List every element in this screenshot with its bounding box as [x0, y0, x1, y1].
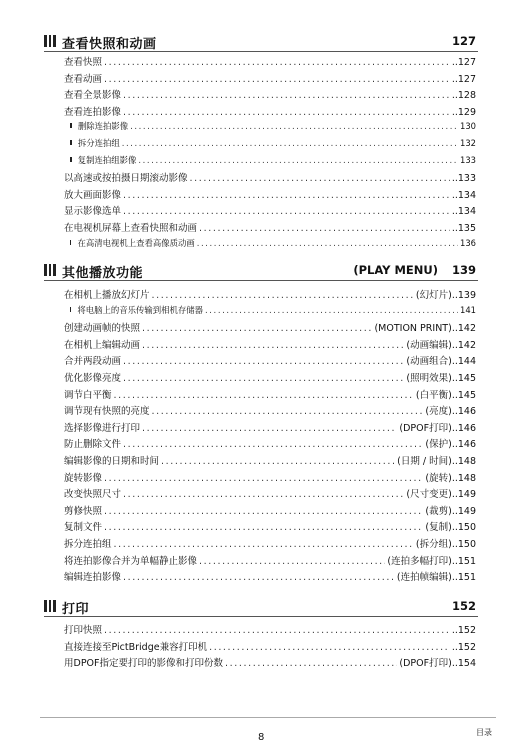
toc-entry-page: ..133	[451, 173, 476, 185]
section-other-playback	[44, 262, 478, 584]
toc-entry[interactable]	[64, 337, 476, 354]
toc-entry-page: ..151	[451, 572, 476, 584]
toc-entry-menu-name: (幻灯片)	[415, 290, 452, 301]
dot-leader	[225, 658, 397, 669]
toc-entry-label: 合并两段动画	[64, 356, 122, 368]
toc-entry[interactable]	[64, 536, 476, 553]
toc-entry-label: 以高速或按拍摄日期滚动影像	[64, 173, 188, 185]
toc-entry-label: 复制连拍组影像	[77, 154, 137, 165]
section-page[interactable]: 152	[451, 599, 476, 613]
section-title: 打印	[62, 602, 90, 617]
toc-entry-page: ..149	[451, 489, 476, 501]
toc-entry-label: 将连拍影像合并为单幅静止影像	[64, 555, 198, 567]
toc-entry-label: 调节白平衡	[64, 389, 112, 401]
toc-rows	[64, 622, 476, 672]
dot-leader	[197, 238, 458, 248]
toc-entry-label: 在相机上编辑动画	[64, 339, 141, 351]
toc-entry-page: ..135	[451, 222, 476, 234]
section-subtitle: (PLAY MENU)	[353, 263, 438, 277]
toc-entry[interactable]	[64, 655, 476, 672]
dot-leader	[130, 121, 458, 131]
toc-entry[interactable]	[64, 370, 476, 387]
square-bullet-icon	[70, 123, 72, 128]
toc-entry-label: 改变快照尺寸	[64, 489, 122, 501]
toc-entry[interactable]	[64, 320, 476, 337]
dot-leader	[205, 305, 458, 315]
footer-page-number: 8	[258, 732, 265, 743]
toc-entry[interactable]	[64, 387, 476, 404]
section-title: 查看快照和动画	[62, 37, 157, 52]
toc-entry-menu-name: (连拍帧编辑)	[396, 572, 452, 584]
toc-entry-label: 查看动画	[64, 73, 103, 85]
dot-leader	[114, 390, 414, 401]
dot-leader	[123, 439, 423, 450]
toc-subentry[interactable]	[64, 237, 476, 254]
square-bullet-icon	[70, 240, 71, 245]
toc-entry[interactable]	[64, 170, 476, 187]
toc-entry-menu-name: (连拍多幅打印)	[387, 555, 452, 567]
toc-entry-page: ..146	[451, 406, 476, 418]
toc-rows	[64, 287, 476, 586]
toc-entry-menu-name: (尺寸变更)	[406, 489, 452, 501]
toc-entry-page: ..145	[451, 372, 476, 384]
square-bullet-icon	[70, 140, 72, 145]
section-view-snapshots-movies	[44, 33, 478, 248]
toc-subentry[interactable]	[64, 304, 476, 321]
section-marker-icon	[44, 264, 56, 276]
toc-entry[interactable]	[64, 87, 476, 104]
toc-entry-menu-name: (保护)	[425, 439, 452, 451]
toc-entry-label: 调节现有快照的亮度	[64, 406, 150, 418]
toc-entry[interactable]	[64, 519, 476, 536]
toc-entry-label: 删除连拍影像	[77, 121, 129, 132]
toc-entry-label: 创建动画帧的快照	[64, 323, 141, 335]
toc-entry-menu-name: (拆分组)	[415, 538, 452, 550]
toc-entry-page: ..150	[451, 522, 476, 534]
dot-leader	[122, 138, 458, 148]
toc-entry-label: 查看连拍影像	[64, 106, 122, 118]
toc-entry-page: ..134	[451, 189, 476, 201]
toc-entry-page: 130	[460, 121, 476, 132]
dot-leader	[123, 190, 450, 201]
toc-entry[interactable]	[64, 553, 476, 570]
footer-toc-label[interactable]: 目录	[476, 728, 492, 737]
dot-leader	[209, 642, 450, 653]
toc-entry-page: ..154	[451, 658, 476, 670]
dot-leader	[104, 473, 423, 484]
toc-entry-page: ..134	[451, 206, 476, 218]
toc-entry-label: 编辑连拍影像	[64, 572, 122, 584]
toc-subentry[interactable]	[64, 154, 476, 171]
toc-entry[interactable]	[64, 503, 476, 520]
toc-entry-page: ..127	[451, 57, 476, 68]
toc-entry-page: ..151	[451, 555, 476, 567]
toc-entry-label: 选择影像进行打印	[64, 422, 141, 434]
toc-entry-menu-name: (动画编辑)	[406, 339, 452, 351]
toc-entry[interactable]	[64, 436, 476, 453]
footer-divider	[40, 717, 496, 718]
toc-entry-label: 拆分连拍组	[77, 137, 120, 148]
dot-leader	[199, 223, 450, 234]
toc-entry-menu-name: (白平衡)	[415, 389, 452, 401]
toc-entry-page: ..149	[451, 505, 476, 517]
section-header	[44, 262, 478, 281]
toc-entry[interactable]	[64, 622, 476, 639]
toc-entry-label: 拆分连拍组	[64, 538, 112, 550]
dot-leader	[123, 489, 404, 500]
dot-leader	[104, 625, 450, 636]
toc-entry-label: 在相机上播放幻灯片	[64, 290, 150, 301]
dot-leader	[142, 340, 404, 351]
toc-entry-menu-name: (MOTION PRINT)	[374, 323, 452, 335]
toc-entry-menu-name: (日期 / 时间)	[397, 455, 452, 467]
toc-entry-page: ..148	[451, 455, 476, 467]
toc-entry-menu-name: (亮度)	[425, 406, 452, 418]
toc-entry[interactable]	[64, 486, 476, 503]
toc-entry-menu-name: (DPOF打印)	[399, 422, 452, 434]
toc-entry-page: ..152	[451, 625, 476, 636]
section-page[interactable]: 127	[451, 34, 476, 48]
toc-entry[interactable]	[64, 403, 476, 420]
toc-rows	[64, 54, 476, 253]
toc-entry-menu-name: (裁剪)	[425, 505, 452, 517]
dot-leader	[123, 572, 395, 583]
toc-entry-menu-name: (动画组合)	[406, 356, 452, 368]
toc-entry-page: ..150	[451, 538, 476, 550]
toc-entry[interactable]	[64, 639, 476, 656]
dot-leader	[123, 206, 450, 217]
dot-leader	[190, 173, 450, 184]
toc-entry-page: ..152	[451, 641, 476, 653]
toc-entry-label: 防止删除文件	[64, 439, 122, 451]
dot-leader	[104, 522, 423, 533]
section-printing	[44, 598, 478, 670]
toc-entry-label: 编辑影像的日期和时间	[64, 455, 160, 467]
square-bullet-icon	[70, 307, 71, 312]
dot-leader	[114, 539, 414, 550]
toc-entry[interactable]	[64, 470, 476, 487]
toc-entry[interactable]	[64, 71, 476, 88]
dot-leader	[123, 107, 450, 118]
section-header	[44, 33, 478, 52]
toc-entry-page: 132	[460, 137, 476, 148]
toc-entry-label: 在电视机屏幕上查看快照和动画	[64, 222, 198, 234]
toc-entry-page: ..128	[451, 90, 476, 102]
toc-entry-label: 打印快照	[64, 625, 103, 636]
toc-entry[interactable]	[64, 203, 476, 220]
dot-leader	[142, 423, 397, 434]
toc-entry[interactable]	[64, 420, 476, 437]
square-bullet-icon	[70, 157, 72, 162]
dot-leader	[123, 373, 404, 384]
toc-entry-page: ..129	[451, 106, 476, 118]
toc-subentry[interactable]	[64, 137, 476, 154]
dot-leader	[138, 155, 458, 165]
toc-entry-label: 放大画面影像	[64, 189, 122, 201]
toc-entry-label: 将电脑上的音乐传输到相机存储器	[77, 304, 204, 315]
toc-entry-label: 旋转影像	[64, 472, 103, 484]
toc-entry-label: 优化影像亮度	[64, 372, 122, 384]
toc-subentry[interactable]	[64, 120, 476, 137]
toc-entry-page: 133	[460, 154, 476, 165]
section-title: 其他播放功能	[62, 266, 144, 281]
toc-entry-page: ..139	[451, 290, 476, 301]
dot-leader	[142, 323, 372, 334]
dot-leader	[104, 57, 450, 68]
toc-entry-page: ..144	[451, 356, 476, 368]
toc-entry-label: 剪修快照	[64, 505, 103, 517]
toc-entry-page: ..142	[451, 339, 476, 351]
toc-entry-page: ..148	[451, 472, 476, 484]
dot-leader	[123, 90, 450, 101]
toc-entry[interactable]	[64, 569, 476, 586]
toc-entry-menu-name: (旋转)	[425, 472, 452, 484]
toc-entry[interactable]	[64, 104, 476, 121]
toc-entry-page: 141	[460, 304, 476, 315]
toc-entry-label: 显示影像选单	[64, 206, 122, 218]
section-page[interactable]: 139	[451, 263, 476, 277]
toc-entry-page: 136	[460, 237, 476, 248]
toc-entry-page: ..127	[451, 73, 476, 85]
dot-leader	[152, 406, 424, 417]
dot-leader	[152, 290, 414, 301]
toc-entry[interactable]	[64, 187, 476, 204]
toc-entry-menu-name: (照明效果)	[406, 372, 452, 384]
toc-entry-label: 用DPOF指定要打印的影像和打印份数	[64, 658, 223, 670]
toc-entry-menu-name: (DPOF打印)	[399, 658, 452, 670]
dot-leader	[104, 74, 450, 85]
section-marker-icon	[44, 35, 56, 47]
dot-leader	[161, 456, 395, 467]
section-header	[44, 598, 478, 617]
dot-leader	[123, 356, 404, 367]
toc-entry-menu-name: (复制)	[425, 522, 452, 534]
toc-entry-page: ..146	[451, 422, 476, 434]
section-marker-icon	[44, 600, 56, 612]
toc-entry[interactable]	[64, 353, 476, 370]
toc-entry-page: ..145	[451, 389, 476, 401]
toc-entry[interactable]	[64, 287, 476, 304]
toc-entry[interactable]	[64, 453, 476, 470]
toc-entry-page: ..142	[451, 323, 476, 335]
toc-entry-label: 在高清电视机上查看高像质动画	[77, 237, 195, 248]
toc-entry-label: 复制文件	[64, 522, 103, 534]
toc-entry-page: ..146	[451, 439, 476, 451]
toc-entry-label: 查看快照	[64, 57, 103, 68]
toc-entry[interactable]	[64, 54, 476, 71]
toc-entry[interactable]	[64, 220, 476, 237]
toc-entry-label: 直接连接至PictBridge兼容打印机	[64, 641, 208, 653]
dot-leader	[199, 556, 385, 567]
dot-leader	[104, 506, 423, 517]
toc-entry-label: 查看全景影像	[64, 90, 122, 102]
